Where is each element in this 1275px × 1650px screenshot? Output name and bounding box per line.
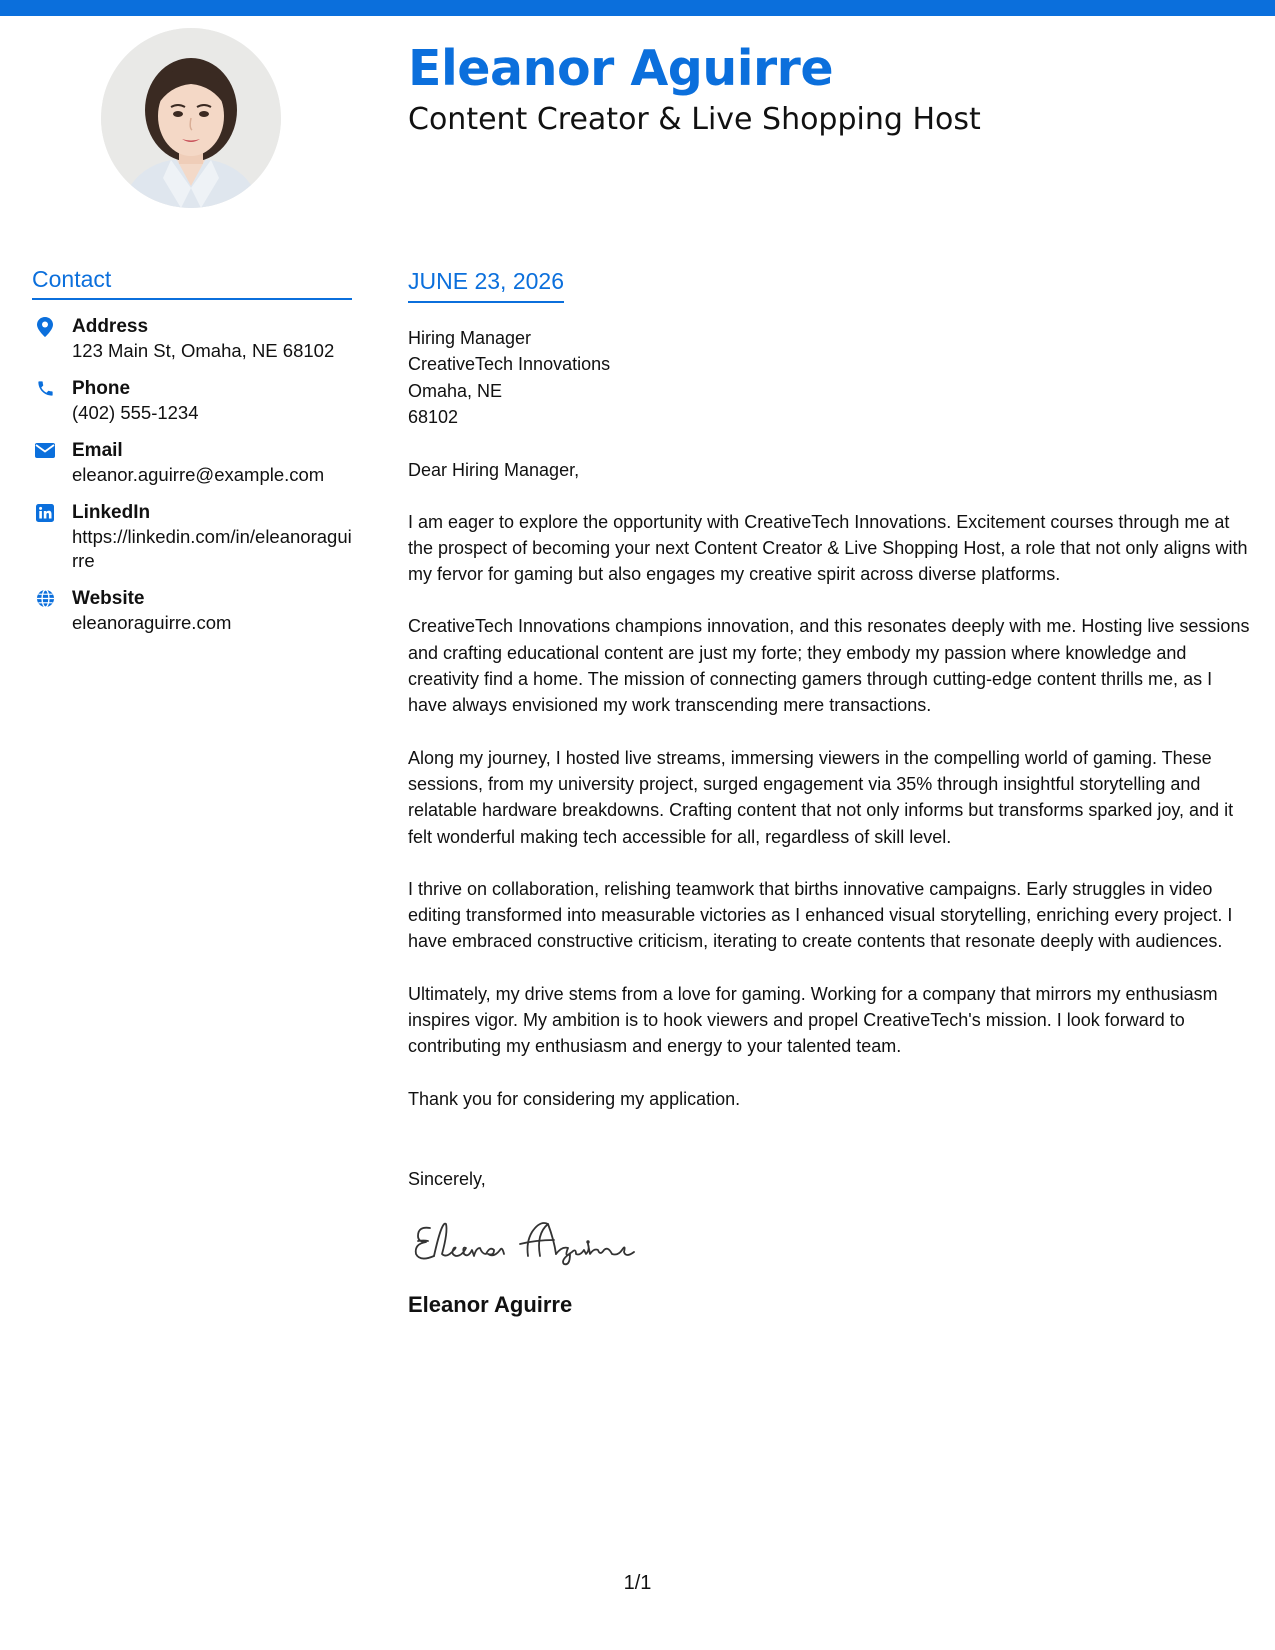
contact-item-email — [32, 438, 352, 487]
contact-value-address: 123 Main St, Omaha, NE 68102 — [72, 339, 335, 361]
avatar — [101, 28, 281, 208]
avatar-portrait — [101, 28, 281, 208]
recipient-line: 68102 — [408, 407, 459, 428]
recipient-line: CreativeTech Innovations — [408, 354, 611, 375]
contact-value-website[interactable]: eleanoraguirre.com — [72, 611, 232, 633]
globe-icon — [34, 588, 56, 610]
recipient-line: Omaha, NE — [408, 380, 503, 401]
letter-date: JUNE 23, 2026 — [408, 268, 564, 294]
contact-value-email[interactable]: eleanor.aguirre@example.com — [72, 463, 325, 485]
contact-value-linkedin[interactable]: https://linkedin.com/in/eleanoraguirre — [72, 525, 352, 571]
closing: Sincerely, — [408, 1168, 486, 1189]
applicant-name: Eleanor Aguirre — [408, 40, 834, 97]
contact-value-phone: (402) 555-1234 — [72, 401, 199, 423]
salutation: Dear Hiring Manager, — [408, 459, 580, 480]
handwritten-signature — [408, 1210, 1253, 1266]
envelope-icon — [34, 440, 56, 462]
contact-label-phone: Phone — [72, 377, 131, 399]
recipient-block — [408, 325, 1253, 431]
letter-paragraph: I am eager to explore the opportunity with CreativeTech Innovations. Excitement courses through me at the prospect of becoming your next Content Creator & Live Shopping Host, a role that not only aligns with my fervor for gaming but also engages my creative spirit across diverse platforms. — [408, 511, 1248, 585]
contact-item-website — [32, 586, 352, 635]
date-underline — [408, 268, 564, 303]
letter-paragraph: Thank you for considering my application. — [408, 1088, 741, 1109]
letter-paragraph: I thrive on collaboration, relishing teamwork that births innovative campaigns. Early struggles in video editing transformed into measurable victories as I enhanced visual storytelling, enriching every project. I have embraced constructive criticism, iterating to create contents that resonate deeply with audiences. — [408, 878, 1233, 952]
linkedin-icon — [34, 502, 56, 524]
signed-name: Eleanor Aguirre — [408, 1291, 573, 1317]
contact-heading: Contact — [32, 266, 352, 300]
contact-sidebar — [32, 266, 352, 648]
location-pin-icon — [34, 316, 56, 338]
contact-item-linkedin — [32, 500, 352, 573]
recipient-line: Hiring Manager — [408, 327, 532, 348]
contact-label-address: Address — [72, 315, 149, 337]
contact-label-email: Email — [72, 439, 123, 461]
contact-label-linkedin: LinkedIn — [72, 501, 151, 523]
letter-body — [408, 268, 1253, 1318]
page-number: 1/1 — [623, 1572, 652, 1594]
top-accent-bar — [0, 0, 1275, 16]
contact-item-address — [32, 314, 352, 363]
applicant-job-title: Content Creator & Live Shopping Host — [408, 102, 981, 137]
letter-paragraph: CreativeTech Innovations champions innovation, and this resonates deeply with me. Hosting live sessions and crafting educational content are just my forte; they embody my passion where knowledge and creativity find a home. The mission of connecting gamers through cutting-edge content thrills me, as I have always envisioned my work transcending mere transactions. — [408, 616, 1250, 716]
contact-label-website: Website — [72, 587, 145, 609]
contact-item-phone — [32, 376, 352, 425]
letter-paragraph: Along my journey, I hosted live streams, immersing viewers in the compelling world of gaming. These sessions, from my university project, surged engagement via 35% through insightful storytelling and relatable hardware breakdowns. Crafting content that not only informs but transforms sparked joy, and it felt wonderful making tech accessible for all, regardless of skill level. — [408, 747, 1234, 847]
phone-icon — [34, 378, 56, 400]
letter-paragraph: Ultimately, my drive stems from a love for gaming. Working for a company that mirrors my enthusiasm inspires vigor. My ambition is to hook viewers and propel CreativeTech's mission. I look forward to contributing my enthusiasm and energy to your talented team. — [408, 983, 1218, 1057]
